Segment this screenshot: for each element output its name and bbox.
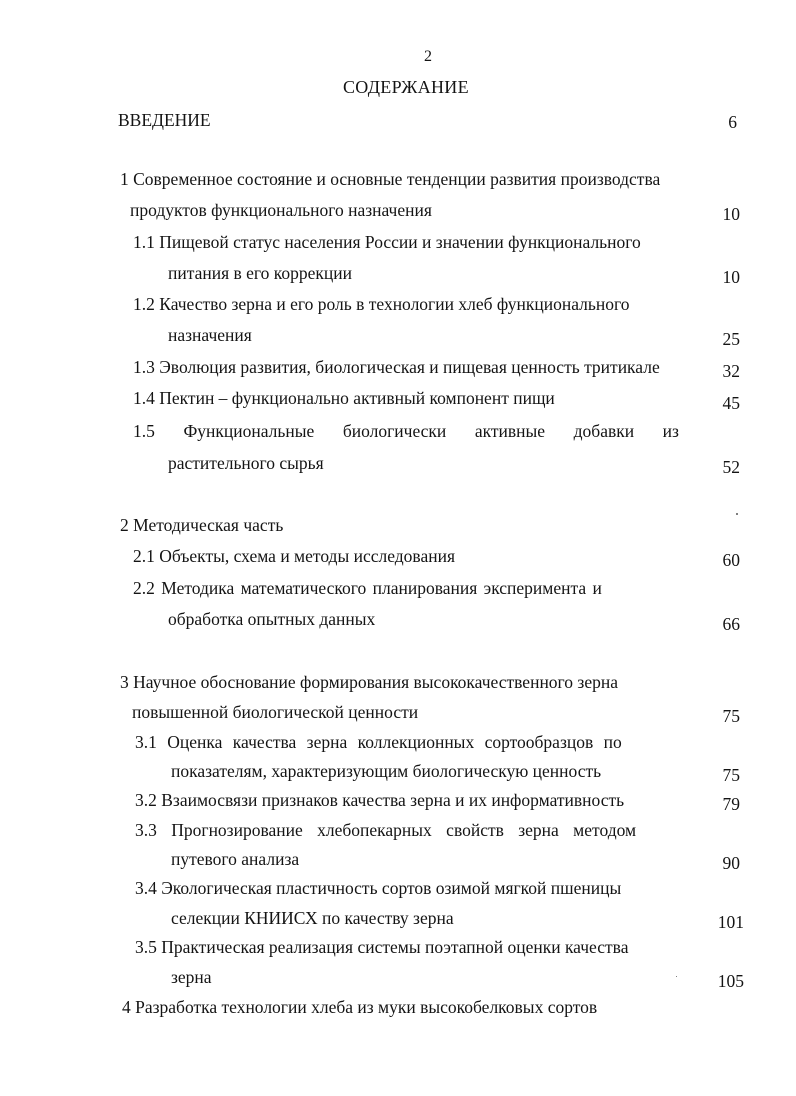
toc-section-3-page: 75: [722, 706, 740, 726]
toc-subsection-1-3-page: 32: [722, 361, 740, 381]
toc-subsection-2-1: 2.1 Объекты, схема и методы исследования: [133, 546, 455, 566]
toc-subsection-1-5-page: 52: [722, 457, 740, 477]
toc-subsection-3-1: 3.1 Оценка качества зерна коллекционных сортообразцов по: [135, 732, 622, 752]
toc-subsection-2-2-cont: обработка опытных данных: [168, 609, 376, 629]
scan-speck: [736, 513, 738, 515]
toc-section-1-page: 10: [722, 204, 740, 224]
toc-subsection-1-1-page: 10: [722, 267, 740, 287]
toc-subsection-3-2: 3.2 Взаимосвязи признаков качества зерна и их информативность: [135, 790, 625, 810]
toc-subsection-1-2-page: 25: [722, 329, 740, 349]
toc-section-1-title: 1 Современное состояние и основные тенденции развития производства: [120, 169, 661, 189]
toc-subsection-3-5-page: 105: [717, 971, 744, 991]
toc-subsection-1-1-cont: питания в его коррекции: [168, 263, 353, 283]
toc-intro-label: ВВЕДЕНИЕ: [118, 110, 211, 130]
toc-subsection-3-3-cont: путевого анализа: [171, 849, 300, 869]
toc-subsection-1-2-cont: назначения: [168, 325, 252, 345]
toc-subsection-3-4-cont: селекции КНИИСХ по качеству зерна: [171, 908, 454, 928]
toc-subsection-2-2-page: 66: [722, 614, 740, 634]
toc-section-3-title-cont: повышенной биологической ценности: [132, 702, 419, 722]
toc-subsection-3-2-page: 79: [722, 794, 740, 814]
toc-subsection-1-5-word: Функциональные: [183, 421, 315, 441]
toc-subsection-3-3: 3.3 Прогнозирование хлебопекарных свойств зерна методом: [135, 820, 637, 840]
toc-subsection-2-2: 2.2 Методика математического планирования эксперимента и: [133, 578, 602, 598]
toc-subsection-3-1-cont: показателям, характеризующим биологическую ценность: [171, 761, 602, 781]
toc-subsection-1-5-word: из: [662, 421, 679, 441]
toc-subsection-1-5-word: 1.5: [133, 421, 155, 441]
toc-subsection-3-4-page: 101: [717, 912, 744, 932]
toc-subsection-3-5-cont: зерна: [171, 967, 212, 987]
toc-subsection-1-5-word: добавки: [573, 421, 635, 441]
toc-subsection-3-1-page: 75: [722, 765, 740, 785]
toc-subsection-3-3-page: 90: [722, 853, 740, 873]
toc-section-4-title: 4 Разработка технологии хлеба из муки высокобелковых сортов: [122, 997, 598, 1017]
toc-subsection-1-5: [133, 421, 679, 441]
page-title: СОДЕРЖАНИЕ: [343, 77, 469, 97]
toc-section-2-title: 2 Методическая часть: [120, 515, 284, 535]
toc-subsection-1-4: 1.4 Пектин – функционально активный компонент пищи: [133, 388, 555, 408]
toc-subsection-1-1: 1.1 Пищевой статус населения России и значении функционального: [133, 232, 641, 252]
toc-subsection-2-1-page: 60: [722, 550, 740, 570]
toc-subsection-1-5-cont: растительного сырья: [168, 453, 324, 473]
toc-subsection-1-3: 1.3 Эволюция развития, биологическая и пищевая ценность тритикале: [133, 357, 660, 377]
toc-subsection-1-5-word: биологически: [342, 421, 447, 441]
toc-subsection-3-5: 3.5 Практическая реализация системы поэтапной оценки качества: [135, 937, 629, 957]
toc-section-1-title-cont: продуктов функционального назначения: [130, 200, 432, 220]
toc-subsection-1-5-word: активные: [474, 421, 546, 441]
scan-speck: [676, 976, 677, 977]
toc-subsection-3-4: 3.4 Экологическая пластичность сортов озимой мягкой пшеницы: [135, 878, 622, 898]
toc-section-3-title: 3 Научное обоснование формирования высококачественного зерна: [120, 672, 618, 692]
page-number: 2: [424, 48, 432, 65]
toc-subsection-1-4-page: 45: [722, 393, 740, 413]
toc-subsection-1-2: 1.2 Качество зерна и его роль в технологии хлеб функционального: [133, 294, 630, 314]
toc-intro-page: 6: [728, 112, 737, 132]
